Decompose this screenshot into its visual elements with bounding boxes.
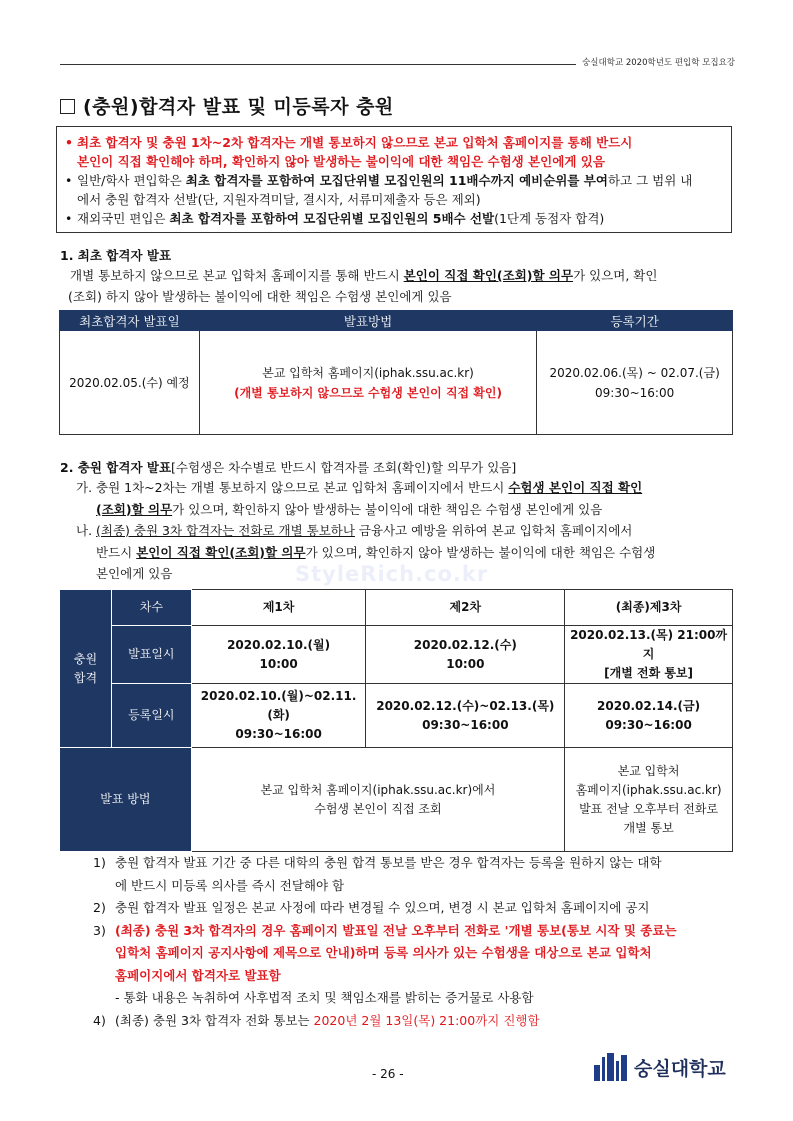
registration-period-cell: 2020.02.06.(목) ~ 02.07.(금) 09:30~16:00: [537, 331, 733, 435]
announce-cell: 2020.02.10.(월) 10:00: [191, 626, 366, 684]
list-item-continued: 에 반드시 미등록 의사를 즉시 전달해야 함: [115, 877, 345, 893]
notice-text: 에서 충원 합격자 선발(단, 지원자격미달, 결시자, 서류미제출자 등은 제외): [77, 192, 481, 207]
method-cell: 본교 입학처 홈페이지(iphak.ssu.ac.kr)에서 수험생 본인이 직접 조회: [191, 748, 564, 852]
notice-box: [56, 126, 732, 233]
additional-acceptance-table: [59, 589, 733, 852]
header-title: 숭실대학교 2020학년도 편입학 모집요강: [576, 56, 735, 68]
notice-text: 최초 합격자 및 충원 1차~2차 합격자는 개별 통보하지 않으므로 본교 입학처 홈페이지를 통해 반드시: [77, 135, 633, 150]
registration-cell: 2020.02.10.(월)~02.11.(화) 09:30~16:00: [191, 684, 366, 748]
registration-cell: 2020.02.14.(금) 09:30~16:00: [565, 684, 733, 748]
notice-text: 일반/학사 편입학은 최초 합격자를 포함하여 모집단위별 모집인원의 11배수까지 예비순위를 부여하고 그 범위 내: [77, 173, 693, 188]
notice-text: 본인이 직접 확인해야 하며, 확인하지 않아 발생하는 불이익에 대한 책임은 수험생 본인에게 있음: [77, 154, 605, 169]
bullet-icon: •: [65, 173, 73, 188]
round-cell: (최종)제3차: [565, 590, 733, 626]
table-row: [60, 331, 733, 435]
table-row: [60, 590, 733, 626]
announce-cell: 2020.02.13.(목) 21:00까지 [개별 전화 통보]: [565, 626, 733, 684]
column-header: 최초합격자 발표일: [60, 311, 200, 331]
table-header-row: [60, 311, 733, 331]
row-header-cell: 발표일시: [111, 626, 191, 684]
column-header: 등록기간: [537, 311, 733, 331]
university-name: 숭실대학교: [634, 1057, 726, 1080]
notice-text: 재외국민 편입은 최초 합격자를 포함하여 모집단위별 모집인원의 5배수 선발(1단계 동점자 합격): [77, 211, 605, 226]
row-header-cell: 등록일시: [111, 684, 191, 748]
notice-item: [65, 133, 723, 152]
university-emblem-icon: [594, 1053, 629, 1081]
table-row: [60, 626, 733, 684]
university-logo: [594, 1053, 726, 1081]
bullet-icon: •: [65, 211, 73, 226]
list-item: 1) 충원 합격자 발표 기간 중 다른 대학의 충원 합격 통보를 받은 경우 합격자는 등록을 원하지 않는 대학: [93, 855, 662, 870]
column-header: 발표방법: [199, 311, 536, 331]
initial-announcement-table: [59, 310, 733, 435]
row-header-cell: 발표 방법: [60, 748, 192, 852]
round-cell: 제2차: [366, 590, 565, 626]
announce-method-cell: 본교 입학처 홈페이지(iphak.ssu.ac.kr) (개별 통보하지 않으므로 수험생 본인이 직접 확인): [199, 331, 536, 435]
list-item: 2) 충원 합격자 발표 일정은 본교 사정에 따라 변경될 수 있으며, 변경 시 본교 입학처 홈페이지에 공지: [93, 900, 650, 915]
list-item-sub: - 통화 내용은 녹취하여 사후법적 조치 및 책임소재를 밝히는 증거물로 사용함: [115, 990, 534, 1005]
notes-list: [93, 852, 736, 1032]
subsection-2-paragraph: 가. 충원 1차~2차는 개별 통보하지 않으므로 본교 입학처 홈페이지에서 반드시 수험생 본인이 직접 확인 (조회)할 의무가 있으며, 확인하지 않아 발생하는 불이익에 대한 책임은 수험생 본인에게 있음 나. (최종) 충원 3차 합격자는 전화로 개별 통보하나 금융사고 예방을 위하여 본교 입학처 홈페이지에서 반드시 본인이 직접 확인(조회)할 의무가 있으며, 확인하지 않아 발생하는 불이익에 대한 책임은 수험생 본인에게 있음: [76, 480, 656, 581]
page-number: - 26 -: [372, 1067, 404, 1081]
list-item-continued: 입학처 홈페이지 공지사항에 제목으로 안내)하며 등록 의사가 있는 수험생을 대상으로 본교 입학처: [115, 945, 652, 960]
registration-cell: 2020.02.12.(수)~02.13.(목) 09:30~16:00: [366, 684, 565, 748]
checkbox-square-icon: [60, 99, 75, 114]
table-row: [60, 748, 733, 852]
notice-item: [65, 209, 723, 228]
subsection-title-1: 1. 최초 합격자 발표: [60, 248, 172, 263]
subsection-1-paragraph: 개별 통보하지 않으므로 본교 입학처 홈페이지를 통해 반드시 본인이 직접 확인(조회)할 의무가 있으며, 확인 (조회) 하지 않아 발생하는 불이익에 대한 책임은 수험생 본인에게 있음: [68, 268, 658, 304]
announce-cell: 2020.02.12.(수) 10:00: [366, 626, 565, 684]
notice-item: [65, 171, 723, 190]
row-header-cell: 차수: [111, 590, 191, 626]
table-row: [60, 684, 733, 748]
announce-date-cell: 2020.02.05.(수) 예정: [60, 331, 200, 435]
round-cell: 제1차: [191, 590, 366, 626]
section-title-text: (충원)합격자 발표 및 미등록자 충원: [83, 96, 394, 118]
notice-item: [65, 190, 723, 209]
group-header-cell: 충원 합격: [60, 590, 112, 748]
watermark: StyleRich.co.kr: [295, 562, 489, 586]
list-item: 4) (최종) 충원 3차 합격자 전화 통보는 2020년 2월 13일(목) 21:00까지 진행함: [93, 1012, 540, 1028]
list-item-continued: 홈페이지에서 합격자로 발표함: [115, 967, 281, 983]
method-cell: 본교 입학처 홈페이지(iphak.ssu.ac.kr) 발표 전날 오후부터 전화로 개별 통보: [565, 748, 733, 852]
bullet-icon: •: [65, 135, 73, 150]
list-item: 3) (최종) 충원 3차 합격자의 경우 홈페이지 발표일 전날 오후부터 전화로 '개별 통보(통보 시작 및 종료는: [93, 922, 677, 938]
notice-item: [65, 152, 723, 171]
subsection-title-2: 2. 충원 합격자 발표[수험생은 차수별로 반드시 합격자를 조회(확인)할 의무가 있음]: [60, 460, 517, 475]
section-title: [60, 92, 394, 119]
